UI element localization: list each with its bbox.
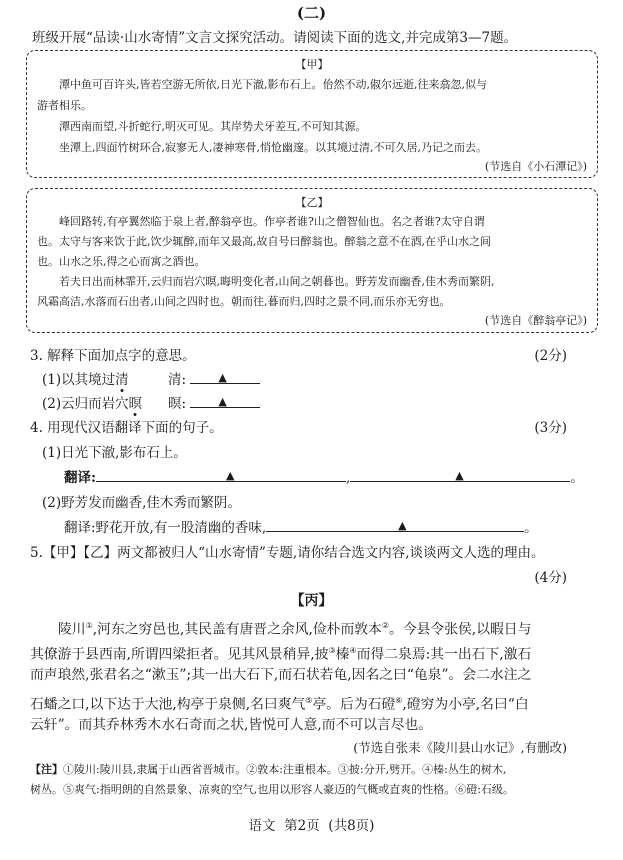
text-c-seg: 陵川 (58, 621, 86, 638)
footnote-mark: ② (381, 621, 390, 630)
q3-item1-label: 清: (168, 372, 187, 388)
blank-marker-icon: ▲ (398, 519, 407, 532)
text-c-seg: ,河东之穷邑也,其民盖有唐晋之余风,俭朴而敦本 (92, 621, 382, 638)
text-c-seg: 其僚游于县西南,所谓四梁拒者。见其风景稍异,披 (30, 646, 329, 663)
footnote-mark: ③ (328, 646, 336, 655)
q4-item1-answer (64, 466, 584, 486)
q3-item1-blank[interactable] (190, 369, 260, 384)
text-b-title: 【乙】 (295, 196, 329, 209)
q4-item1-blank-1[interactable] (96, 467, 346, 482)
q4-score: (3分) (534, 420, 567, 436)
text-c-seg: 石蟠之口,以下达于大池,构亭于泉侧,名曰爽气 (30, 696, 306, 713)
q3-item1-text: (1)以其境过 (42, 372, 116, 388)
text-c-seg: 亭。后为石磴 (312, 696, 396, 713)
q3-item2-dot-char: 暝 (128, 396, 143, 412)
blank-marker-icon: ▲ (218, 395, 227, 408)
q4-item2-blank[interactable] (266, 517, 524, 532)
text-a-source: (节选自《小石潭记》) (484, 160, 587, 173)
text-b-box (26, 188, 598, 333)
text-c-line-3 (30, 663, 531, 689)
text-c-title: 【丙】 (290, 593, 333, 609)
text-b-line: 峰回路转,有亭翼然临于泉上者,醉翁亭也。作亭者谁?山之僧智仙也。名之者谁?太守自谓 (59, 215, 485, 228)
q4-comma: , (345, 470, 351, 486)
q4-stem: 4. 用现代汉语翻译下面的句子。 (30, 420, 223, 436)
text-b-line: 风霜高洁,水落而石出者,山间之四时也。朝而往,暮而归,四时之景不同,而乐亦无穷也。 (37, 295, 451, 308)
text-b-line: 若夫日出而林霏开,云归而岩穴暝,晦明变化者,山间之朝暮也。野芳发而幽香,佳木秀而繁阴, (59, 275, 495, 288)
text-b-line: 也。山水之乐,得之心而寓之酒也。 (37, 255, 206, 268)
text-a-line: 坐潭上,四面竹树环合,寂寥无人,凄神寒骨,悄怆幽邃。以其境过清,不可久居,乃记之而去。 (59, 141, 487, 154)
text-c-seg: 而得二泉焉:其一出石下,激石 (356, 646, 532, 663)
footnote-mark: ① (85, 621, 93, 630)
q4-period: 。 (570, 470, 584, 486)
q4-translate-label: 翻译: (64, 470, 96, 486)
q4-item1: (1)日光下澈,影布石上。 (42, 445, 187, 461)
footnote-mark: ④ (349, 646, 357, 655)
q3-item2-label: 暝: (168, 396, 187, 412)
text-b-source: (节选自《醉翁亭记》) (484, 314, 587, 327)
text-a-line: 游者相乐。 (37, 99, 92, 112)
notes-text-1: ①陵川:陵川县,隶属于山西省晋城市。②敦本:注重根本。③披:分开,劈开。④榛:丛生的树木, (63, 763, 507, 776)
text-c-seg: 而声琅然,张君名之“漱玉”;其一出大石下,而石状若龟,因名之曰“龟泉”。会二水注之 (30, 667, 532, 683)
q5-score: (4分) (534, 570, 567, 586)
q3-score: (2分) (534, 348, 567, 364)
q3-item-2 (42, 392, 142, 412)
text-c-seg: 云轩”。而其乔林秀木水石奇而之状,皆悦可人意,而不可以言尽也。 (30, 717, 433, 733)
blank-marker-icon: ▲ (218, 371, 227, 384)
q3-item2-answer (168, 392, 260, 412)
q3-item2-text: (2)云归而岩穴 (42, 396, 129, 412)
text-c-seg: ,磴穷为小亭,名曰“白 (402, 696, 529, 713)
notes-line-1 (30, 760, 506, 779)
text-a-line: 潭西南而望,斗折蛇行,明灭可见。其岸势犬牙差互,不可知其源。 (59, 120, 367, 133)
section-title: (二) (296, 4, 327, 22)
q3-item1-dot-char: 清 (115, 372, 129, 388)
footnote-mark: ⑤ (305, 696, 313, 705)
blank-marker-icon: ▲ (225, 469, 235, 482)
notes-label: 【注】 (30, 763, 63, 776)
q3-item-1 (42, 368, 129, 388)
q4-item2-answer-prefix: 翻译:野花开放,有一股清幽的香味, (64, 520, 267, 536)
text-c-seg: 榛 (335, 646, 350, 663)
q4-period: 。 (524, 520, 538, 536)
intro-text: 班级开展“品读·山水寄情”文言文探究活动。请阅读下面的选文,并完成第3—7题。 (32, 30, 518, 46)
text-c-source: (节选自张耒《陵川县山水记》,有删改) (353, 740, 567, 755)
q3-item2-blank[interactable] (190, 393, 260, 408)
text-c-seg: 。今县令张侯,以暇日与 (389, 621, 532, 638)
text-a-box (26, 50, 598, 178)
blank-marker-icon: ▲ (455, 469, 464, 482)
q5-stem: 5.【甲】【乙】两文都被归人“山水寄情”专题,请你结合选文内容,谈谈两文人选的理由。 (30, 545, 545, 561)
text-c-line-5 (30, 713, 432, 739)
q4-item1-blank-2[interactable] (350, 467, 570, 482)
footnote-mark: ⑥ (395, 696, 403, 705)
text-a-line: 潭中鱼可百许头,皆若空游无所依,日光下澈,影布石上。佁然不动,俶尔远逝,往来翕忽,似与 (59, 78, 487, 91)
text-a-title: 【甲】 (295, 58, 329, 71)
notes-line-2: 树丛。⑤爽气:指明朗的自然景象、凉爽的空气,也用以形容人豪迈的气概或直爽的性格。⑥磴:石级。 (30, 783, 514, 796)
q4-item2: (2)野芳发而幽香,佳木秀而繁阴。 (42, 495, 241, 511)
page-footer: 语文 第2页 (共8页) (248, 818, 375, 834)
q3-stem: 3. 解释下面加点字的意思。 (30, 348, 196, 364)
q4-item2-answer (64, 516, 538, 536)
text-b-line: 也。太守与客来饮于此,饮少辄醉,而年又最高,故自号曰醉翁也。醉翁之意不在酒,在乎山水之间 (37, 235, 491, 248)
q3-item1-answer (168, 368, 260, 388)
